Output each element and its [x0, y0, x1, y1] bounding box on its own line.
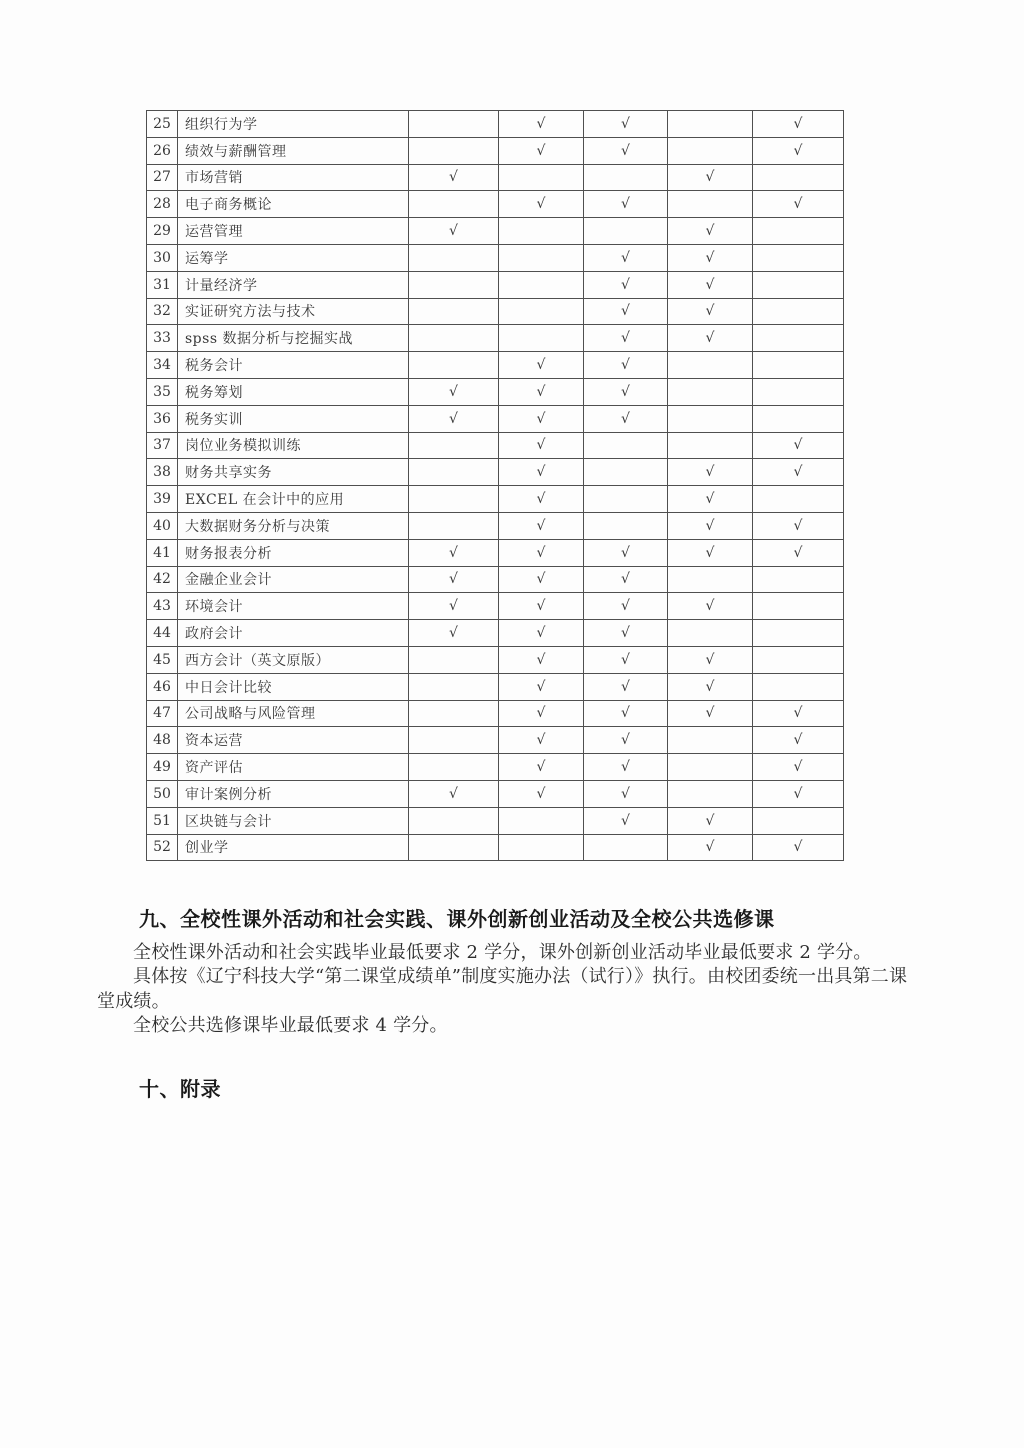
check-cell: √	[584, 700, 668, 727]
check-cell	[753, 271, 844, 298]
check-cell: √	[584, 271, 668, 298]
course-number-cell: 27	[147, 164, 178, 191]
course-name-cell: 岗位业务模拟训练	[178, 432, 409, 459]
check-cell: √	[668, 807, 753, 834]
course-name-cell: EXCEL 在会计中的应用	[178, 486, 409, 513]
course-row	[147, 754, 844, 781]
course-number-cell: 36	[147, 405, 178, 432]
course-number-cell: 32	[147, 298, 178, 325]
check-cell: √	[499, 378, 584, 405]
check-cell: √	[668, 673, 753, 700]
check-cell	[409, 325, 499, 352]
check-cell	[409, 673, 499, 700]
check-cell	[753, 566, 844, 593]
course-row	[147, 620, 844, 647]
check-cell	[753, 405, 844, 432]
course-name-cell: spss 数据分析与挖掘实战	[178, 325, 409, 352]
check-cell	[409, 646, 499, 673]
check-cell: √	[668, 298, 753, 325]
check-cell	[753, 244, 844, 271]
check-cell	[409, 298, 499, 325]
course-name-cell: 金融企业会计	[178, 566, 409, 593]
check-cell: √	[499, 405, 584, 432]
course-name-cell: 资产评估	[178, 754, 409, 781]
course-name-cell: 西方会计（英文原版）	[178, 646, 409, 673]
check-cell	[584, 834, 668, 861]
course-table	[146, 110, 844, 861]
course-number-cell: 40	[147, 512, 178, 539]
check-cell	[499, 807, 584, 834]
check-cell: √	[668, 646, 753, 673]
section-9-heading: 九、全校性课外活动和社会实践、课外创新创业活动及全校公共选修课	[139, 907, 775, 931]
check-cell	[668, 566, 753, 593]
course-name-cell: 创业学	[178, 834, 409, 861]
check-cell: √	[584, 244, 668, 271]
check-cell	[753, 620, 844, 647]
course-row	[147, 593, 844, 620]
check-cell	[668, 378, 753, 405]
check-cell	[499, 298, 584, 325]
section-9-paragraph-3: 全校公共选修课毕业最低要求 4 学分。	[133, 1015, 448, 1037]
check-cell: √	[584, 620, 668, 647]
check-cell	[668, 727, 753, 754]
check-cell	[753, 325, 844, 352]
check-cell: √	[584, 646, 668, 673]
course-row	[147, 673, 844, 700]
section-9-paragraph-2-line-1: 具体按《辽宁科技大学“第二课堂成绩单”制度实施办法（试行）》执行。由校团委统一出具第二课	[133, 966, 908, 988]
check-cell: √	[753, 700, 844, 727]
check-cell: √	[409, 780, 499, 807]
course-number-cell: 33	[147, 325, 178, 352]
check-cell	[753, 486, 844, 513]
check-cell	[409, 244, 499, 271]
check-cell: √	[499, 432, 584, 459]
course-number-cell: 39	[147, 486, 178, 513]
check-cell	[409, 834, 499, 861]
check-cell	[668, 432, 753, 459]
course-number-cell: 43	[147, 593, 178, 620]
check-cell: √	[499, 137, 584, 164]
check-cell: √	[753, 459, 844, 486]
check-cell	[409, 512, 499, 539]
course-name-cell: 区块链与会计	[178, 807, 409, 834]
check-cell: √	[499, 512, 584, 539]
check-cell: √	[499, 593, 584, 620]
course-name-cell: 资本运营	[178, 727, 409, 754]
check-cell	[409, 727, 499, 754]
check-cell	[753, 646, 844, 673]
check-cell	[409, 111, 499, 138]
check-cell: √	[668, 271, 753, 298]
course-number-cell: 37	[147, 432, 178, 459]
check-cell: √	[668, 459, 753, 486]
course-number-cell: 30	[147, 244, 178, 271]
course-number-cell: 28	[147, 191, 178, 218]
check-cell	[499, 218, 584, 245]
check-cell: √	[499, 111, 584, 138]
course-name-cell: 税务会计	[178, 352, 409, 379]
check-cell	[409, 754, 499, 781]
course-name-cell: 税务实训	[178, 405, 409, 432]
course-name-cell: 计量经济学	[178, 271, 409, 298]
check-cell: √	[499, 700, 584, 727]
check-cell: √	[668, 539, 753, 566]
check-cell: √	[409, 566, 499, 593]
course-row	[147, 137, 844, 164]
check-cell: √	[409, 539, 499, 566]
check-cell: √	[668, 700, 753, 727]
check-cell: √	[584, 137, 668, 164]
check-cell: √	[584, 593, 668, 620]
course-row	[147, 566, 844, 593]
course-row	[147, 512, 844, 539]
course-row	[147, 700, 844, 727]
check-cell	[409, 486, 499, 513]
check-cell: √	[584, 378, 668, 405]
check-cell	[753, 807, 844, 834]
check-cell	[409, 807, 499, 834]
check-cell	[753, 298, 844, 325]
course-number-cell: 50	[147, 780, 178, 807]
check-cell	[409, 191, 499, 218]
check-cell: √	[409, 378, 499, 405]
course-name-cell: 税务筹划	[178, 378, 409, 405]
check-cell	[753, 673, 844, 700]
course-number-cell: 42	[147, 566, 178, 593]
course-row	[147, 325, 844, 352]
check-cell: √	[499, 620, 584, 647]
course-number-cell: 29	[147, 218, 178, 245]
course-row	[147, 646, 844, 673]
check-cell: √	[409, 593, 499, 620]
check-cell	[499, 244, 584, 271]
course-row	[147, 539, 844, 566]
check-cell	[409, 352, 499, 379]
check-cell: √	[668, 218, 753, 245]
course-number-cell: 38	[147, 459, 178, 486]
section-9-body	[97, 941, 930, 1039]
check-cell: √	[499, 352, 584, 379]
check-cell: √	[753, 432, 844, 459]
course-number-cell: 48	[147, 727, 178, 754]
course-table-body	[147, 111, 844, 861]
course-row	[147, 405, 844, 432]
check-cell	[668, 780, 753, 807]
course-name-cell: 公司战略与风险管理	[178, 700, 409, 727]
check-cell: √	[584, 566, 668, 593]
check-cell: √	[584, 191, 668, 218]
course-name-cell: 运营管理	[178, 218, 409, 245]
course-name-cell: 财务共享实务	[178, 459, 409, 486]
course-number-cell: 31	[147, 271, 178, 298]
section-10-heading: 十、附录	[139, 1077, 221, 1101]
check-cell: √	[584, 754, 668, 781]
course-row	[147, 378, 844, 405]
course-name-cell: 财务报表分析	[178, 539, 409, 566]
check-cell	[668, 191, 753, 218]
course-number-cell: 34	[147, 352, 178, 379]
course-name-cell: 绩效与薪酬管理	[178, 137, 409, 164]
course-row	[147, 459, 844, 486]
check-cell: √	[668, 164, 753, 191]
check-cell	[668, 620, 753, 647]
check-cell: √	[584, 780, 668, 807]
course-number-cell: 51	[147, 807, 178, 834]
section-9-paragraph-2-line-2: 堂成绩。	[97, 990, 170, 1012]
course-number-cell: 41	[147, 539, 178, 566]
check-cell	[753, 593, 844, 620]
check-cell: √	[584, 352, 668, 379]
check-cell: √	[409, 620, 499, 647]
check-cell: √	[753, 512, 844, 539]
check-cell: √	[753, 191, 844, 218]
check-cell: √	[753, 111, 844, 138]
check-cell: √	[753, 137, 844, 164]
course-row	[147, 727, 844, 754]
check-cell: √	[668, 834, 753, 861]
course-number-cell: 26	[147, 137, 178, 164]
course-number-cell: 52	[147, 834, 178, 861]
check-cell: √	[409, 218, 499, 245]
check-cell	[584, 218, 668, 245]
check-cell: √	[753, 539, 844, 566]
check-cell: √	[753, 834, 844, 861]
check-cell: √	[499, 539, 584, 566]
course-row	[147, 352, 844, 379]
course-row	[147, 298, 844, 325]
check-cell	[584, 486, 668, 513]
course-name-cell: 实证研究方法与技术	[178, 298, 409, 325]
check-cell	[668, 137, 753, 164]
course-row	[147, 111, 844, 138]
course-name-cell: 组织行为学	[178, 111, 409, 138]
check-cell	[668, 111, 753, 138]
check-cell	[584, 432, 668, 459]
check-cell	[584, 512, 668, 539]
course-row	[147, 432, 844, 459]
check-cell: √	[499, 754, 584, 781]
check-cell: √	[499, 673, 584, 700]
check-cell: √	[409, 405, 499, 432]
check-cell	[499, 271, 584, 298]
course-number-cell: 35	[147, 378, 178, 405]
check-cell	[668, 754, 753, 781]
check-cell	[753, 352, 844, 379]
course-number-cell: 49	[147, 754, 178, 781]
check-cell	[499, 164, 584, 191]
check-cell: √	[499, 191, 584, 218]
course-row	[147, 244, 844, 271]
section-9-paragraph-1: 全校性课外活动和社会实践毕业最低要求 2 学分，课外创新创业活动毕业最低要求 2 学分。	[133, 942, 872, 963]
check-cell	[409, 432, 499, 459]
check-cell: √	[584, 325, 668, 352]
check-cell: √	[668, 325, 753, 352]
course-row	[147, 807, 844, 834]
course-name-cell: 运筹学	[178, 244, 409, 271]
check-cell	[409, 700, 499, 727]
check-cell	[753, 164, 844, 191]
check-cell: √	[409, 164, 499, 191]
check-cell	[668, 405, 753, 432]
check-cell: √	[668, 244, 753, 271]
course-row	[147, 486, 844, 513]
check-cell: √	[584, 405, 668, 432]
course-number-cell: 45	[147, 646, 178, 673]
check-cell	[584, 459, 668, 486]
check-cell	[499, 834, 584, 861]
check-cell: √	[668, 512, 753, 539]
check-cell	[409, 137, 499, 164]
check-cell	[409, 459, 499, 486]
check-cell: √	[668, 486, 753, 513]
check-cell	[584, 164, 668, 191]
check-cell: √	[584, 807, 668, 834]
check-cell	[668, 352, 753, 379]
check-cell: √	[499, 727, 584, 754]
check-cell: √	[499, 780, 584, 807]
course-row	[147, 191, 844, 218]
course-row	[147, 271, 844, 298]
check-cell	[499, 325, 584, 352]
check-cell: √	[753, 754, 844, 781]
check-cell	[409, 271, 499, 298]
course-name-cell: 环境会计	[178, 593, 409, 620]
check-cell: √	[499, 566, 584, 593]
check-cell: √	[584, 111, 668, 138]
course-row	[147, 218, 844, 245]
course-number-cell: 46	[147, 673, 178, 700]
check-cell	[753, 378, 844, 405]
check-cell: √	[499, 646, 584, 673]
course-name-cell: 中日会计比较	[178, 673, 409, 700]
check-cell: √	[584, 298, 668, 325]
check-cell: √	[753, 780, 844, 807]
check-cell: √	[584, 673, 668, 700]
check-cell: √	[668, 593, 753, 620]
course-name-cell: 政府会计	[178, 620, 409, 647]
course-number-cell: 25	[147, 111, 178, 138]
course-name-cell: 审计案例分析	[178, 780, 409, 807]
course-row	[147, 780, 844, 807]
check-cell: √	[499, 486, 584, 513]
course-number-cell: 47	[147, 700, 178, 727]
check-cell	[753, 218, 844, 245]
course-row	[147, 164, 844, 191]
course-name-cell: 大数据财务分析与决策	[178, 512, 409, 539]
course-name-cell: 市场营销	[178, 164, 409, 191]
course-row	[147, 834, 844, 861]
course-number-cell: 44	[147, 620, 178, 647]
check-cell: √	[584, 727, 668, 754]
check-cell: √	[753, 727, 844, 754]
check-cell: √	[584, 539, 668, 566]
check-cell: √	[499, 459, 584, 486]
course-name-cell: 电子商务概论	[178, 191, 409, 218]
